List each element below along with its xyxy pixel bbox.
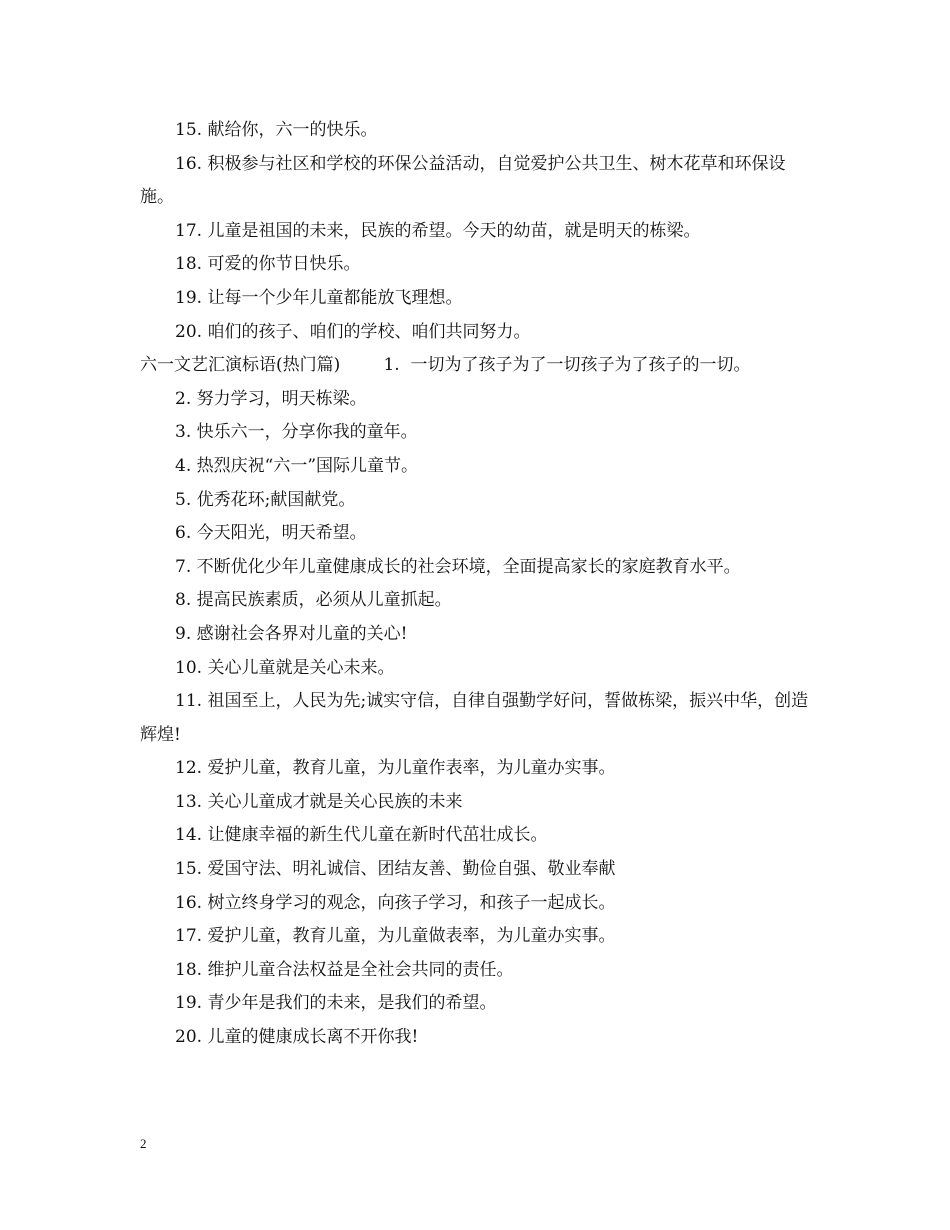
list-item: 16. 树立终身学习的观念，向孩子学习，和孩子一起成长。 [175,892,616,913]
list-item: 6. 今天阳光，明天希望。 [175,523,367,544]
list-item: 20. 咱们的孩子、咱们的学校、咱们共同努力。 [175,321,531,342]
list-item: 8. 提高民族素质，必须从儿童抓起。 [175,590,452,611]
document-body [140,114,812,1055]
list-item: 3. 快乐六一，分享你我的童年。 [175,422,418,443]
list-item: 17. 儿童是祖国的未来，民族的希望。今天的幼苗，就是明天的栋梁。 [175,220,701,241]
list-item: 20. 儿童的健康成长离不开你我! [175,1027,419,1048]
list-item: 19. 让每一个少年儿童都能放飞理想。 [175,287,463,308]
list-item: 13. 关心儿童成才就是关心民族的未来 [175,791,463,812]
list-item: 9. 感谢社会各界对儿童的关心! [175,623,408,644]
list-item: 18. 维护儿童合法权益是全社会共同的责任。 [175,959,514,980]
page-number: 2 [140,1136,147,1151]
list-item: 12. 爱护儿童，教育儿童，为儿童作表率，为儿童办实事。 [175,758,616,779]
list-item: 16. 积极参与社区和学校的环保公益活动，自觉爱护公共卫生、树木花草和环保设施。 [140,153,786,208]
list-item: 14. 让健康幸福的新生代儿童在新时代茁壮成长。 [175,825,548,846]
list-item: 18. 可爱的你节日快乐。 [175,254,361,275]
list-item: 4. 热烈庆祝“六一”国际儿童节。 [175,455,419,476]
list-item: 17. 爱护儿童，教育儿童，为儿童做表率，为儿童办实事。 [175,926,616,947]
list-item: 11. 祖国至上，人民为先;诚实守信，自律自强勤学好问，誓做栋梁，振兴中华，创造辉煌! [140,691,809,745]
section-heading-line: 六一文艺汇演标语(热门篇) 1. 一切为了孩子为了一切孩子为了孩子的一切。 [140,355,751,376]
list-item: 7. 不断优化少年儿童健康成长的社会环境，全面提高家长的家庭教育水平。 [175,556,741,577]
list-item: 19. 青少年是我们的未来，是我们的希望。 [175,993,497,1014]
list-item: 10. 关心儿童就是关心未来。 [175,657,395,678]
list-item: 15. 献给你，六一的快乐。 [175,120,378,140]
list-item: 15. 爱国守法、明礼诚信、团结友善、勤俭自强、敬业奉献 [175,859,616,880]
list-item: 2. 努力学习，明天栋梁。 [175,388,367,409]
list-item: 5. 优秀花环;献国献党。 [175,489,356,510]
